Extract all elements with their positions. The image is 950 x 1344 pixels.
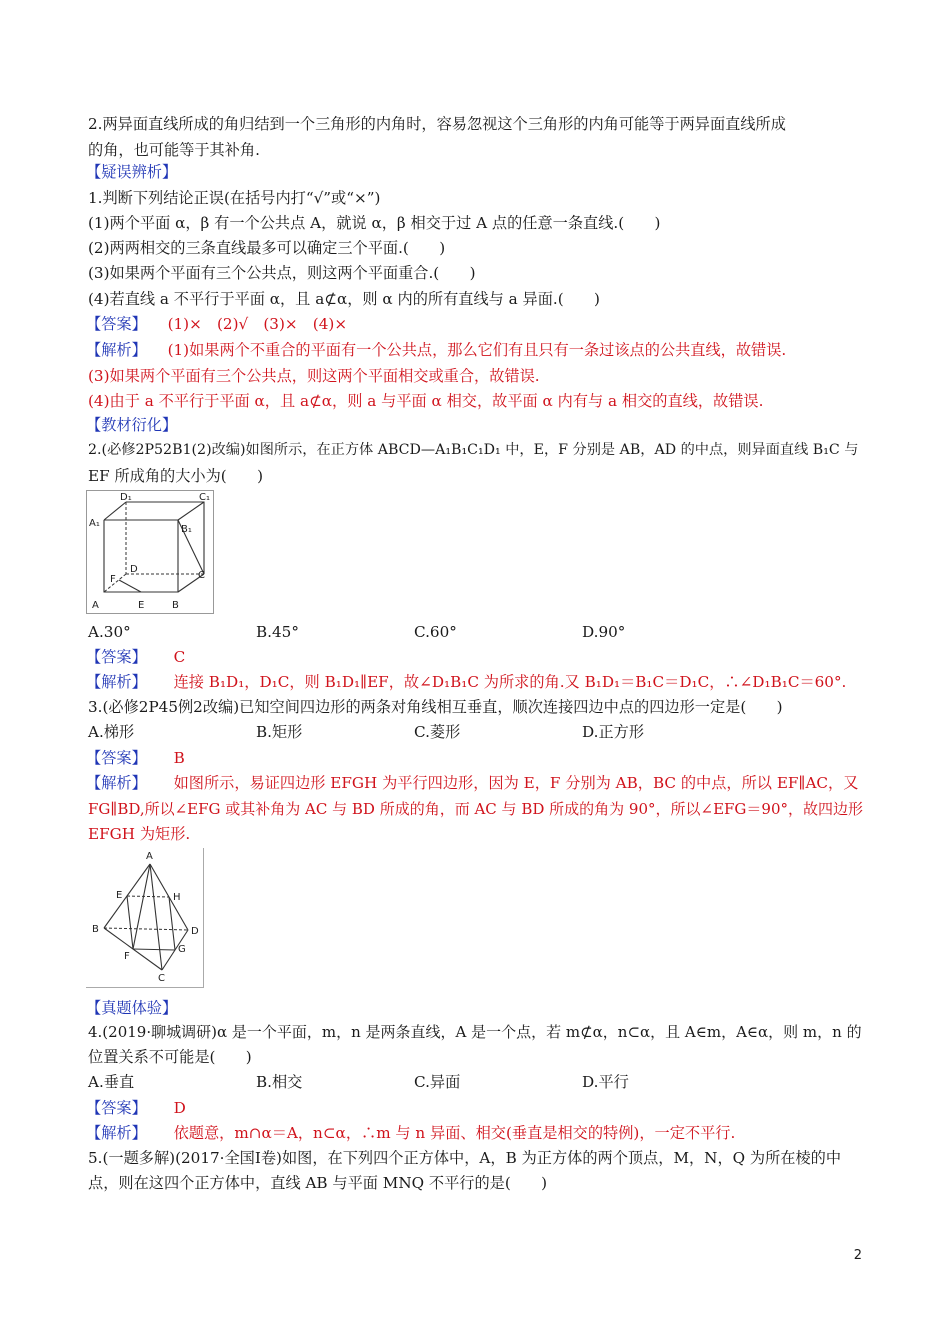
- label-c: C: [158, 973, 165, 984]
- q2-stem-2: EF 所成角的大小为( ): [88, 467, 263, 485]
- q4-option-b: B.相交: [256, 1073, 303, 1091]
- q5-stem-2: 点，则在这四个正方体中，直线 AB 与平面 MNQ 不平行的是( ): [88, 1174, 548, 1192]
- intro-line-1: 2.两异面直线所成的角归结到一个三角形的内角时，容易忽视这个三角形的内角可能等于两异面直线所成: [88, 115, 786, 133]
- q1-analysis-2: (3)如果两个平面有三个公共点，则这两个平面相交或重合，故错误.: [88, 367, 540, 385]
- label-c1: C₁: [199, 492, 210, 503]
- analysis-tag: 【解析】: [86, 673, 147, 691]
- q2-answer-row: [86, 647, 185, 667]
- q1-answer-row: [86, 314, 347, 334]
- label-d: D: [191, 926, 199, 937]
- q3-answer: B: [173, 749, 185, 767]
- q4-stem-2: 位置关系不可能是( ): [88, 1048, 252, 1066]
- label-b: B: [92, 924, 99, 935]
- q3-stem: 3.(必修2P45例2改编)已知空间四边形的两条对角线相互垂直，顺次连接四边中点的四边形一定是( ): [88, 698, 783, 716]
- label-a: A: [146, 851, 153, 862]
- section-heading-error-analysis: 【疑误辨析】: [86, 163, 178, 181]
- label-e: E: [138, 600, 145, 611]
- q4-option-d: D.平行: [582, 1073, 629, 1091]
- q3-option-d: D.正方形: [582, 723, 645, 741]
- q3-analysis-row: [86, 773, 858, 793]
- q2-option-a: A.30°: [88, 623, 131, 641]
- analysis-tag: 【解析】: [86, 1124, 147, 1142]
- answer-tag: 【答案】: [86, 315, 147, 333]
- label-d: D: [130, 564, 138, 575]
- q2-answer: C: [173, 648, 186, 666]
- q3-option-b: B.矩形: [256, 723, 303, 741]
- q1-item-3: (3)如果两个平面有三个公共点，则这两个平面重合.( ): [88, 264, 476, 282]
- q1-analysis-1: (1)如果两个不重合的平面有一个公共点，那么它们有且只有一条过该点的公共直线，故错误.: [167, 341, 787, 359]
- answer-tag: 【答案】: [86, 749, 147, 767]
- label-h: H: [173, 892, 181, 903]
- label-g: G: [178, 944, 186, 955]
- q3-analysis-3: EFGH 为矩形.: [88, 825, 191, 843]
- answer-tag: 【答案】: [86, 648, 147, 666]
- q3-option-a: A.梯形: [88, 723, 135, 741]
- q3-option-c: C.菱形: [414, 723, 461, 741]
- q4-option-c: C.异面: [414, 1073, 461, 1091]
- answer-tag: 【答案】: [86, 1099, 147, 1117]
- q2-option-d: D.90°: [582, 623, 626, 641]
- label-f: F: [124, 951, 130, 962]
- q1-item-2: (2)两两相交的三条直线最多可以确定三个平面.( ): [88, 239, 446, 257]
- section-heading-textbook: 【教材衍化】: [86, 416, 178, 434]
- q1-stem: 1.判断下列结论正误(在括号内打“√”或“×”): [88, 189, 381, 207]
- label-a: A: [92, 600, 99, 611]
- label-d1: D₁: [120, 492, 132, 503]
- analysis-tag: 【解析】: [86, 774, 147, 792]
- q4-answer: D: [173, 1099, 186, 1117]
- tetrahedron-figure: [86, 848, 204, 988]
- q4-analysis-row: [86, 1123, 735, 1143]
- cube-figure: [86, 490, 214, 614]
- page-number: 2: [853, 1248, 862, 1263]
- q1-item-1: (1)两个平面 α，β 有一个公共点 A，就说 α，β 相交于过 A 点的任意一条直线.( ): [88, 214, 661, 232]
- label-a1: A₁: [89, 518, 100, 529]
- q4-stem-1: 4.(2019·聊城调研)α 是一个平面，m，n 是两条直线，A 是一个点，若 m⊄α，n⊂α，且 A∈m，A∈α，则 m，n 的: [88, 1023, 862, 1041]
- label-c: C: [198, 570, 205, 581]
- q3-analysis-1: 如图所示，易证四边形 EFGH 为平行四边形，因为 E，F 分别为 AB，BC 的中点，所以 EF∥AC，又: [173, 774, 859, 792]
- section-heading-real-exam: 【真题体验】: [86, 999, 178, 1017]
- label-b: B: [172, 600, 179, 611]
- q1-analysis-row: [86, 340, 786, 360]
- q3-answer-row: [86, 748, 185, 768]
- q2-option-b: B.45°: [256, 623, 299, 641]
- q4-answer-row: [86, 1098, 186, 1118]
- intro-line-2: 的角，也可能等于其补角.: [88, 141, 260, 159]
- analysis-tag: 【解析】: [86, 341, 147, 359]
- q1-item-4: (4)若直线 a 不平行于平面 α，且 a⊄α，则 α 内的所有直线与 a 异面.( ): [88, 290, 600, 308]
- q2-analysis-row: [86, 672, 846, 692]
- label-f: F: [110, 574, 116, 585]
- q1-analysis-3: (4)由于 a 不平行于平面 α，且 a⊄α，则 a 与平面 α 相交，故平面 α 内有与 a 相交的直线，故错误.: [88, 392, 764, 410]
- q4-option-a: A.垂直: [88, 1073, 135, 1091]
- label-b1: B₁: [181, 524, 192, 535]
- q1-answer: (1)× (2)√ (3)× (4)×: [167, 315, 348, 333]
- q5-stem-1: 5.(一题多解)(2017·全国Ⅰ卷)如图，在下列四个正方体中，A，B 为正方体的两个顶点，M，N，Q 为所在棱的中: [88, 1149, 842, 1167]
- q2-stem-1: 2.(必修2P52B1(2)改编)如图所示，在正方体 ABCD—A₁B₁C₁D₁ 中，E，F 分别是 AB，AD 的中点，则异面直线 B₁C 与: [88, 442, 859, 458]
- q4-analysis: 依题意，m∩α＝A，n⊂α，∴m 与 n 异面、相交(垂直是相交的特例)，一定不平行.: [173, 1124, 736, 1142]
- q3-analysis-2: FG∥BD,所以∠EFG 或其补角为 AC 与 BD 所成的角，而 AC 与 BD 所成的角为 90°，所以∠EFG＝90°，故四边形: [88, 800, 863, 818]
- label-e: E: [116, 890, 123, 901]
- q2-option-c: C.60°: [414, 623, 457, 641]
- q2-analysis: 连接 B₁D₁，D₁C，则 B₁D₁∥EF，故∠D₁B₁C 为所求的角.又 B₁D₁＝B₁C＝D₁C，∴∠D₁B₁C＝60°.: [173, 673, 847, 691]
